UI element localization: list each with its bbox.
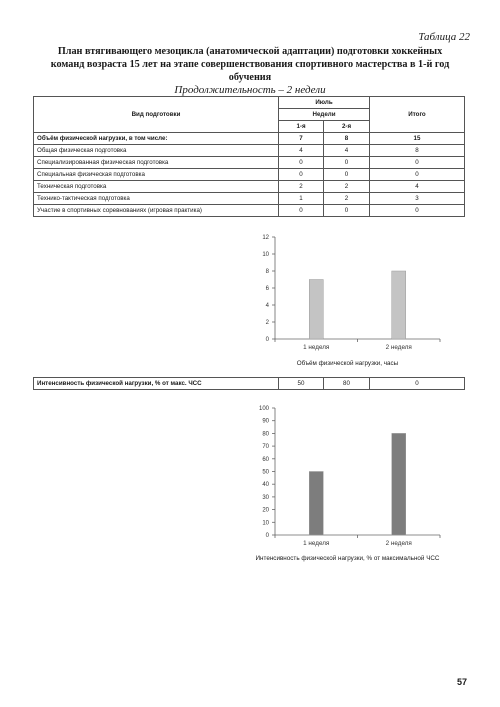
x-tick-label: 2 неделя (385, 540, 412, 547)
volume-chart-svg (240, 232, 455, 357)
y-tick-label: 10 (262, 520, 269, 527)
bar (392, 271, 406, 339)
row-label: Техническая подготовка (34, 181, 279, 193)
row-label: Специализированная физическая подготовка (34, 157, 279, 169)
row-week-1: 2 (279, 181, 324, 193)
y-tick-label: 0 (265, 533, 269, 539)
header-week-1: 1-я (279, 121, 324, 133)
row-week-1: 4 (279, 145, 324, 157)
row-week-2: 0 (324, 157, 370, 169)
row-label: Участие в спортивных соревнованиях (игровая практика) (34, 205, 279, 217)
row-label: Общая физическая подготовка (34, 145, 279, 157)
table-label: Таблица 22 (418, 31, 470, 43)
y-tick-label: 6 (265, 286, 269, 292)
row-label: Специальная физическая подготовка (34, 169, 279, 181)
duration-subtitle: Продолжительность – 2 недели (174, 84, 326, 96)
y-tick-label: 8 (265, 269, 269, 275)
row-total: 15 (370, 133, 465, 145)
y-tick-label: 70 (262, 444, 269, 451)
plan-table (33, 96, 465, 217)
row-week-2: 8 (324, 133, 370, 145)
bar (309, 472, 323, 536)
row-total: 0 (370, 157, 465, 169)
header-total: Итого (370, 97, 465, 133)
intensity-week-2: 80 (324, 378, 370, 390)
y-tick-label: 10 (262, 252, 269, 258)
bar (309, 280, 323, 340)
row-week-1: 0 (279, 157, 324, 169)
volume-chart (240, 232, 455, 357)
table-row (34, 378, 465, 390)
row-total: 4 (370, 181, 465, 193)
y-tick-label: 40 (262, 482, 269, 489)
header-weeks: Недели (279, 109, 370, 121)
y-tick-label: 50 (262, 469, 269, 476)
y-tick-label: 0 (265, 337, 269, 343)
intensity-week-1: 50 (279, 378, 324, 390)
intensity-table (33, 377, 465, 390)
table-row (34, 169, 465, 181)
row-week-1: 0 (279, 169, 324, 181)
y-tick-label: 100 (258, 406, 269, 412)
row-week-2: 4 (324, 145, 370, 157)
y-tick-label: 30 (262, 494, 269, 501)
y-tick-label: 12 (262, 235, 269, 241)
row-label: Технико-тактическая подготовка (34, 193, 279, 205)
intensity-chart (240, 403, 455, 553)
row-week-1: 1 (279, 193, 324, 205)
intensity-chart-caption: Интенсивность физической нагрузки, % от максимальной ЧСС (255, 555, 440, 562)
y-tick-label: 20 (262, 507, 269, 514)
volume-chart-caption: Объём физической нагрузки, часы (296, 360, 399, 367)
intensity-total: 0 (370, 378, 465, 390)
table-row (34, 133, 465, 145)
y-tick-label: 80 (262, 431, 269, 438)
y-tick-label: 4 (265, 303, 269, 309)
intensity-label: Интенсивность физической нагрузки, % от макс. ЧСС (34, 378, 279, 390)
table-row (34, 193, 465, 205)
x-tick-label: 1 неделя (303, 344, 330, 351)
row-total: 0 (370, 169, 465, 181)
table-row (34, 145, 465, 157)
row-week-2: 2 (324, 181, 370, 193)
header-week-2: 2-я (324, 121, 370, 133)
page-title: План втягивающего мезоцикла (анатомической адаптации) подготовки хоккейных команд возраста 15 лет на этапе совершенствования спортивного мастерства в 1-й год обучения (50, 46, 450, 83)
page-number: 57 (456, 677, 467, 687)
row-total: 3 (370, 193, 465, 205)
x-tick-label: 2 неделя (385, 344, 412, 351)
header-type: Вид подготовки (34, 97, 279, 133)
table-row (34, 181, 465, 193)
intensity-chart-svg (240, 403, 455, 553)
row-week-2: 0 (324, 169, 370, 181)
y-tick-label: 90 (262, 418, 269, 425)
table-row (34, 157, 465, 169)
header-month: Июль (279, 97, 370, 109)
row-label: Объём физической нагрузки, в том числе: (34, 133, 279, 145)
y-tick-label: 60 (262, 456, 269, 463)
row-total: 8 (370, 145, 465, 157)
x-tick-label: 1 неделя (303, 540, 330, 547)
row-week-2: 2 (324, 193, 370, 205)
row-total: 0 (370, 205, 465, 217)
row-week-1: 0 (279, 205, 324, 217)
table-row (34, 205, 465, 217)
row-week-2: 0 (324, 205, 370, 217)
row-week-1: 7 (279, 133, 324, 145)
bar (392, 433, 406, 535)
y-tick-label: 2 (265, 320, 269, 326)
